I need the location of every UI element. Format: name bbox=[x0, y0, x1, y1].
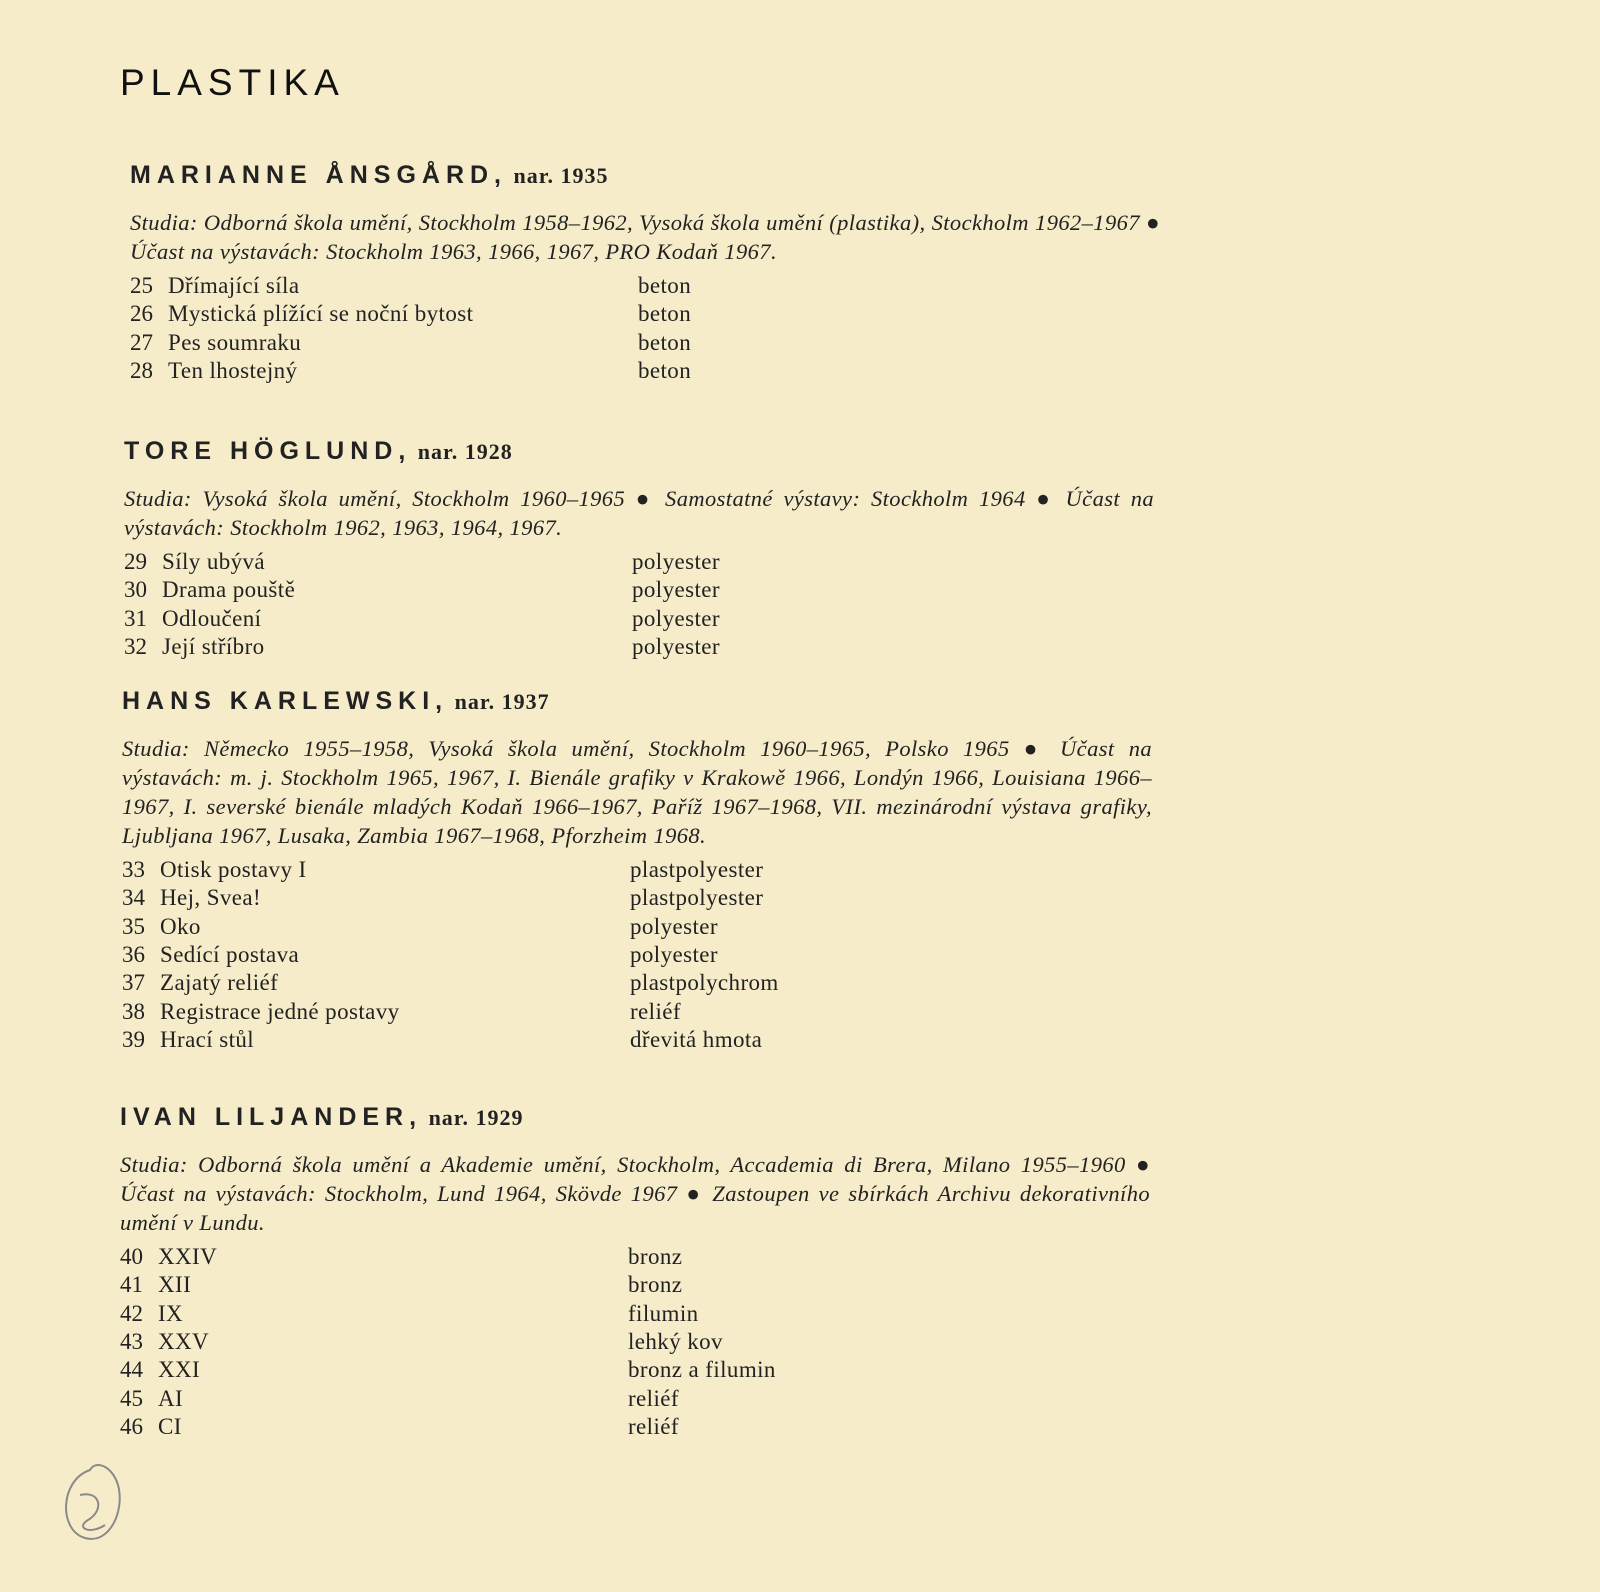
work-item bbox=[122, 913, 1152, 941]
work-number: 32 bbox=[124, 634, 147, 660]
work-item bbox=[120, 1384, 1150, 1412]
work-title: Sedící postava bbox=[160, 942, 300, 968]
work-material: beton bbox=[638, 358, 692, 384]
artist-heading bbox=[130, 160, 1160, 190]
artist-section bbox=[120, 1102, 1150, 1441]
work-item bbox=[124, 548, 1154, 576]
work-material: polyester bbox=[632, 605, 720, 631]
work-item bbox=[122, 941, 1152, 969]
work-item bbox=[130, 357, 1160, 385]
work-material: bronz bbox=[628, 1244, 683, 1270]
work-number: 38 bbox=[122, 998, 145, 1024]
work-title: Síly ubývá bbox=[162, 549, 266, 575]
work-number: 37 bbox=[122, 970, 145, 996]
artist-section bbox=[130, 160, 1160, 385]
work-number: 40 bbox=[120, 1244, 143, 1270]
work-material: polyester bbox=[630, 942, 718, 968]
work-material: plastpolyester bbox=[630, 885, 764, 911]
artist-birth-year: nar. 1935 bbox=[513, 163, 609, 188]
work-item bbox=[124, 633, 1154, 661]
artist-birth-year: nar. 1937 bbox=[454, 689, 550, 714]
work-item bbox=[120, 1271, 1150, 1299]
work-title: Její stříbro bbox=[162, 634, 265, 660]
work-title: Odloučení bbox=[162, 605, 262, 631]
work-title: Registrace jedné postavy bbox=[160, 998, 400, 1024]
work-title: AI bbox=[158, 1385, 184, 1411]
work-item bbox=[120, 1413, 1150, 1441]
work-item bbox=[120, 1328, 1150, 1356]
work-material: polyester bbox=[632, 549, 720, 575]
work-material: dřevitá hmota bbox=[630, 1026, 763, 1052]
work-title: XII bbox=[158, 1272, 192, 1298]
work-number: 41 bbox=[120, 1272, 143, 1298]
work-item bbox=[124, 605, 1154, 633]
artist-bio: Studia: Německo 1955–1958, Vysoká škola umění, Stockholm 1960–1965, Polsko 1965 ● Účast na výstavách: m. j. Stockholm 1965, 1967, I. Bienále grafiky v Krakowě 1966, Londýn 1966, Louisiana 1966–1967, I. severské bienále mladých Kodaň 1966–1967, Paříž 1967–1968, VII. mezinárodní výstava grafiky, Ljubljana 1967, Lusaka, Zambia 1967–1968, Pforzheim 1968. bbox=[122, 736, 1152, 848]
work-material: plastpolyester bbox=[630, 857, 764, 883]
work-number: 30 bbox=[124, 577, 147, 603]
artist-birth-year: nar. 1928 bbox=[417, 439, 513, 464]
work-material: lehký kov bbox=[628, 1329, 723, 1355]
work-number: 35 bbox=[122, 913, 145, 939]
work-number: 46 bbox=[120, 1413, 143, 1439]
work-number: 43 bbox=[120, 1329, 143, 1355]
work-number: 39 bbox=[122, 1026, 145, 1052]
work-material: filumin bbox=[628, 1300, 699, 1326]
work-item bbox=[120, 1356, 1150, 1384]
work-title: Hrací stůl bbox=[160, 1026, 255, 1052]
work-material: bronz a filumin bbox=[628, 1357, 776, 1383]
work-material: bronz bbox=[628, 1272, 683, 1298]
artist-name: HANS KARLEWSKI, bbox=[122, 687, 449, 715]
work-number: 26 bbox=[130, 301, 153, 327]
work-item bbox=[122, 1026, 1152, 1054]
work-material: polyester bbox=[630, 913, 718, 939]
work-number: 42 bbox=[120, 1300, 143, 1326]
work-number: 44 bbox=[120, 1357, 143, 1383]
work-material: reliéf bbox=[628, 1413, 679, 1439]
work-item bbox=[120, 1300, 1150, 1328]
works-list bbox=[120, 1243, 1150, 1441]
work-title: Oko bbox=[160, 913, 201, 939]
handwritten-page-mark bbox=[50, 1450, 140, 1550]
work-title: CI bbox=[158, 1413, 182, 1439]
work-item bbox=[130, 329, 1160, 357]
work-material: beton bbox=[638, 273, 692, 299]
works-list bbox=[130, 272, 1160, 385]
work-item bbox=[130, 272, 1160, 300]
artist-heading bbox=[122, 686, 1152, 716]
work-number: 27 bbox=[130, 329, 153, 355]
work-number: 25 bbox=[130, 273, 153, 299]
work-number: 33 bbox=[122, 857, 145, 883]
work-title: Zajatý reliéf bbox=[160, 970, 279, 996]
work-material: polyester bbox=[632, 634, 720, 660]
work-number: 31 bbox=[124, 605, 147, 631]
work-item bbox=[124, 576, 1154, 604]
page-title: PLASTIKA bbox=[120, 62, 345, 103]
works-list bbox=[124, 548, 1154, 661]
work-material: reliéf bbox=[628, 1385, 679, 1411]
work-title: Otisk postavy I bbox=[160, 857, 307, 883]
work-material: plastpolychrom bbox=[630, 970, 779, 996]
work-title: XXI bbox=[158, 1357, 201, 1383]
work-title: Drama pouště bbox=[162, 577, 296, 603]
work-title: XXIV bbox=[158, 1244, 218, 1270]
artist-name: MARIANNE ÅNSGÅRD, bbox=[130, 161, 507, 189]
work-title: Mystická plížící se noční bytost bbox=[168, 301, 474, 327]
artist-bio: Studia: Vysoká škola umění, Stockholm 1960–1965 ● Samostatné výstavy: Stockholm 1964 ● Účast na výstavách: Stockholm 1962, 1963, 1964, 1967. bbox=[124, 486, 1154, 540]
artist-heading bbox=[124, 436, 1154, 466]
work-item bbox=[122, 969, 1152, 997]
work-number: 45 bbox=[120, 1385, 143, 1411]
work-title: Ten lhostejný bbox=[168, 358, 298, 384]
artist-section bbox=[122, 686, 1152, 1054]
work-number: 29 bbox=[124, 549, 147, 575]
work-material: beton bbox=[638, 329, 692, 355]
work-item bbox=[122, 856, 1152, 884]
work-item bbox=[122, 884, 1152, 912]
work-number: 34 bbox=[122, 885, 145, 911]
work-title: Dřímající síla bbox=[168, 273, 300, 299]
work-title: IX bbox=[158, 1300, 184, 1326]
artist-name: IVAN LILJANDER, bbox=[120, 1103, 423, 1131]
work-item bbox=[122, 997, 1152, 1025]
artist-birth-year: nar. 1929 bbox=[428, 1105, 524, 1130]
work-item bbox=[120, 1243, 1150, 1271]
work-title: XXV bbox=[158, 1329, 210, 1355]
artist-section bbox=[124, 436, 1154, 661]
work-number: 28 bbox=[130, 358, 153, 384]
artist-name: TORE HÖGLUND, bbox=[124, 437, 412, 465]
artist-bio: Studia: Odborná škola umění, Stockholm 1958–1962, Vysoká škola umění (plastika), Stockholm 1962–1967 ● Účast na výstavách: Stockholm 1963, 1966, 1967, PRO Kodaň 1967. bbox=[130, 210, 1160, 264]
work-material: reliéf bbox=[630, 998, 681, 1024]
artist-bio: Studia: Odborná škola umění a Akademie umění, Stockholm, Accademia di Brera, Milano 1955–1960 ● Účast na výstavách: Stockholm, Lund 1964, Skövde 1967 ● Zastoupen ve sbírkách Archivu dekorativního umění v Lundu. bbox=[120, 1152, 1150, 1235]
work-title: Pes soumraku bbox=[168, 329, 302, 355]
work-number: 36 bbox=[122, 942, 145, 968]
works-list bbox=[122, 856, 1152, 1054]
work-title: Hej, Svea! bbox=[160, 885, 262, 911]
work-material: polyester bbox=[632, 577, 720, 603]
artist-heading bbox=[120, 1102, 1150, 1132]
work-material: beton bbox=[638, 301, 692, 327]
work-item bbox=[130, 300, 1160, 328]
